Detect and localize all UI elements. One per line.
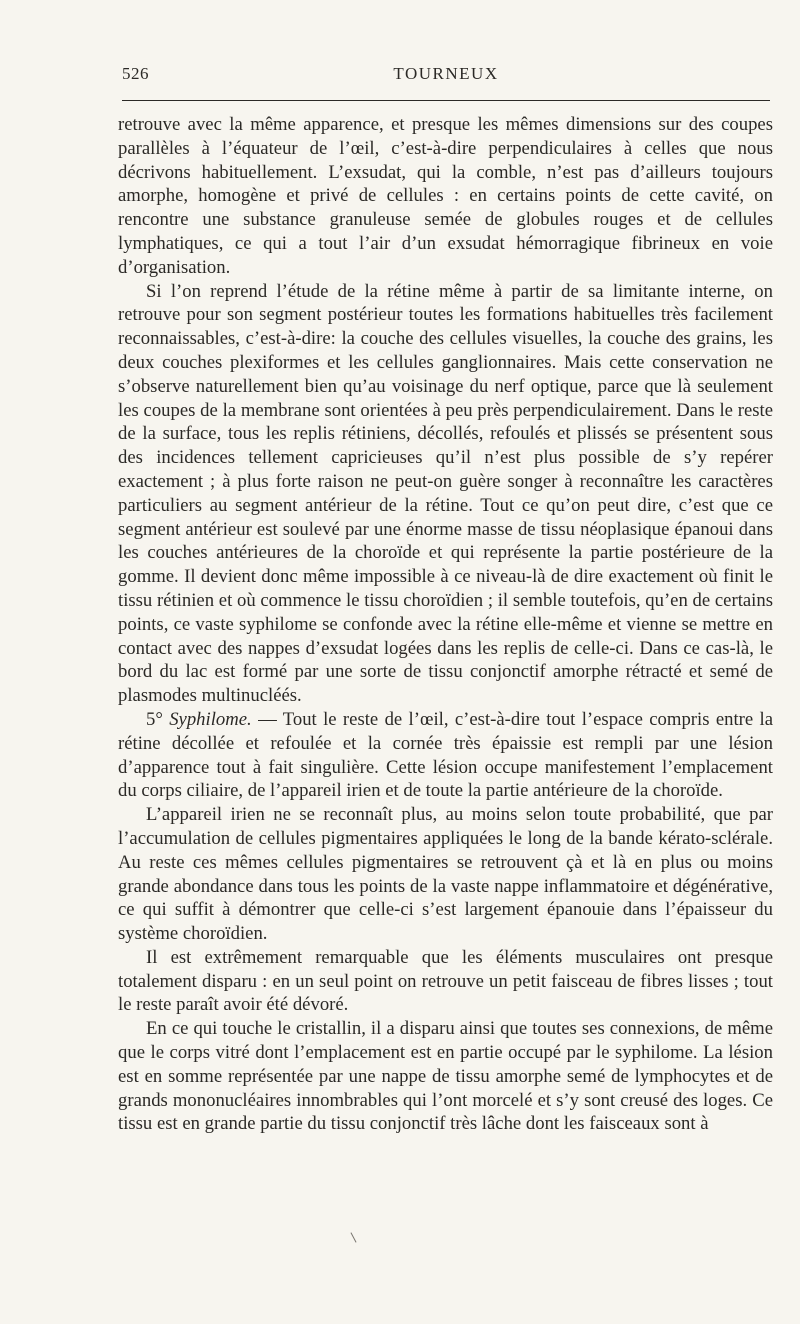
paragraph-3 xyxy=(118,708,773,803)
header-rule xyxy=(122,100,770,101)
paragraph-4: L’appareil irien ne se reconnaît plus, au moins selon toute probabilité, que par l’accumulation de cellules pigmentaires appliquées le long de la bande kérato-sclérale. Au reste ces mêmes cellules pigmentaires se retrouvent çà et là en plus ou moins grande abondance dans tous les points de la vaste nappe inflammatoire et dégénérative, ce qui suffit à démontrer que celle-ci s’est largement épanouie dans l’épaisseur du système choroïdien. xyxy=(118,804,773,945)
paragraph-3-text: — Tout le reste de l’œil, c’est-à-dire tout l’espace compris entre la rétine décollée et refoulée et la cornée très épaissie est rempli par une lésion d’apparence tout à fait singulière. Cette lésion occupe manifestement l’emplacement du corps ciliaire, de l’appareil irien et de toute la partie antérieure de la choroïde. xyxy=(118,708,774,802)
page-number: 526 xyxy=(122,64,149,83)
paragraph-2: Si l’on reprend l’étude de la rétine même à partir de sa limitante interne, on retrouve pour son segment postérieur toutes les formations habituelles très facilement reconnaissables, c’est-à-dire: la couche des cellules visuelles, la couche des grains, les deux couches plexiformes et les cellules ganglionnaires. Mais cette conservation ne s’observe naturellement bien qu’au voisinage du nerf optique, parce que là seulement les coupes de la membrane sont orientées à peu près perpendiculairement. Dans le reste de la surface, tous les replis rétiniens, décollés, refoulés et plissés se présentent sous des incidences tellement capricieuses qu’il n’est plus possible de s’y repérer exactement ; à plus forte raison ne peut-on guère songer à reconnaître les caractères particuliers au segment antérieur de la rétine. Tout ce qu’on peut dire, c’est que ce segment antérieur est soulevé par une énorme masse de tissu néoplasique épanoui dans les couches antérieures de la choroïde et qui représente la partie postérieure de la gomme. Il devient donc même impossible à ce niveau-là de dire exactement où finit le tissu rétinien et où commence le tissu choroïdien ; il semble toutefois, qu’en de certains points, ce vaste syphilome se confonde avec la rétine elle-même et vienne se mettre en contact avec des nappes d’exsudat logées dans les replis de celle-ci. Dans ce cas-là, le bord du lac est formé par une sorte de tissu conjonctif amorphe rétracté et semé de plasmodes multinucléés. xyxy=(118,280,773,707)
section-number: 5° xyxy=(146,708,163,730)
paragraph-6: En ce qui touche le cristallin, il a disparu ainsi que toutes ses connexions, de même que le corps vitré dont l’emplacement est en partie occupé par le syphilome. La lésion est en somme représentée par une nappe de tissu amorphe semé de lymphocytes et de grands mononucléaires innombrables qui l’ont morcelé et s’y sont creusé des loges. Ce tissu est en grande partie du tissu conjonctif très lâche dont les faisceaux sont à xyxy=(118,1018,773,1135)
running-title: TOURNEUX xyxy=(393,64,499,83)
paragraph-1: retrouve avec la même apparence, et presque les mêmes dimensions sur des coupes parallèles à l’équateur de l’œil, c’est-à-dire perpendiculaires à celles que nous décrivons habituellement. L’exsudat, qui la comble, n’est pas d’ailleurs toujours amorphe, homogène et privé de cellules : en certains points de cette cavité, on rencontre une substance granuleuse semée de globules rouges et de cellules lymphatiques, ce qui a tout l’air d’un exsudat hémorragique fibrineux en voie d’organisation. xyxy=(118,114,773,278)
running-head xyxy=(122,60,770,90)
stray-ink-mark xyxy=(350,1232,356,1242)
section-heading: Syphilome. xyxy=(169,708,252,730)
paragraph-5: Il est extrêmement remarquable que les éléments musculaires ont presque totalement disparu : en un seul point on retrouve un petit faisceau de fibres lisses ; tout le reste paraît avoir été dévoré. xyxy=(118,946,773,1016)
body-text xyxy=(118,113,773,1136)
